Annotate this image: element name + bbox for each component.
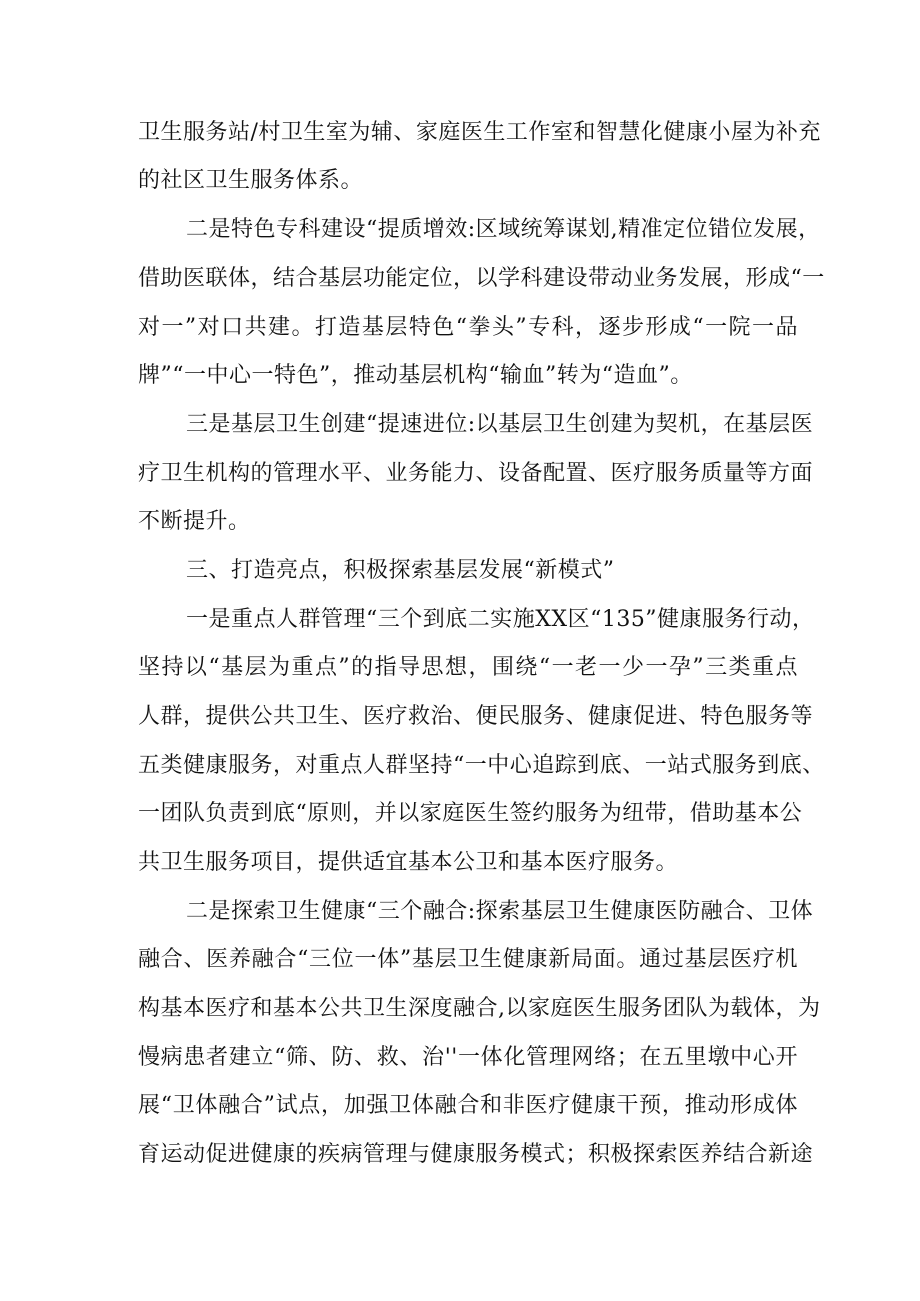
text-line: 五类健康服务，对重点人群坚持“一中心追踪到底、一站式服务到底、 [138, 753, 825, 778]
text-line: 对一”对口共建。打造基层特色“拳头”专科，逐步形成“一院一品 [138, 315, 798, 340]
text-line: 不断提升。 [138, 509, 251, 534]
text-line: 的社区卫生服务体系。 [138, 168, 364, 193]
paragraph-start-line: 二是探索卫生健康“三个融合:探索基层卫生健康医防融合、卫体 [186, 899, 814, 924]
text-line: 卫生服务站/村卫生室为辅、家庭医生工作室和智慧化健康小屋为补充 [138, 120, 821, 145]
section-heading: 三、打造亮点，积极探索基层发展“新模式” [186, 558, 615, 583]
text-line: 一团队负责到底“原则，并以家庭医生签约服务为纽带，借助基本公 [138, 801, 803, 826]
text-line: 展“卫体融合”试点，加强卫体融合和非医疗健康干预，推动形成体 [138, 1093, 798, 1118]
text-line: 共卫生服务项目，提供适宜基本公卫和基本医疗服务。 [138, 850, 679, 875]
text-line: 构基本医疗和基本公共卫生深度融合,以家庭医生服务团队为载体，为 [138, 996, 821, 1021]
text-line: 人群，提供公共卫生、医疗救治、便民服务、健康促进、特色服务等 [138, 704, 814, 729]
paragraph-start-line: 二是特色专科建设“提质增效:区域统筹谋划,精准定位错位发展， [186, 217, 821, 242]
text-line: 疗卫生机构的管理水平、业务能力、设备配置、医疗服务质量等方面 [138, 461, 814, 486]
paragraph-start-line: 三是基层卫生创建“提速进位:以基层卫生创建为契机，在基层医 [186, 412, 814, 437]
text-line: 牌”“一中心一特色”，推动基层机构“输血”转为“造血”。 [138, 363, 693, 388]
text-line: 借助医联体，结合基层功能定位，以学科建设带动业务发展，形成“一 [138, 266, 825, 291]
text-line: 慢病患者建立“筛、防、救、治''一体化管理网络；在五里墩中心开 [138, 1045, 798, 1070]
paragraph-start-line: 一是重点人群管理“三个到底二实施XX区“135”健康服务行动， [186, 607, 815, 632]
text-line: 坚持以“基层为重点”的指导思想，围绕“一老一少一孕”三类重点 [138, 655, 798, 680]
text-line: 育运动促进健康的疾病管理与健康服务模式；积极探索医养结合新途 [138, 1142, 814, 1167]
text-line: 融合、医养融合“三位一体”基层卫生健康新局面。通过基层医疗机 [138, 947, 798, 972]
